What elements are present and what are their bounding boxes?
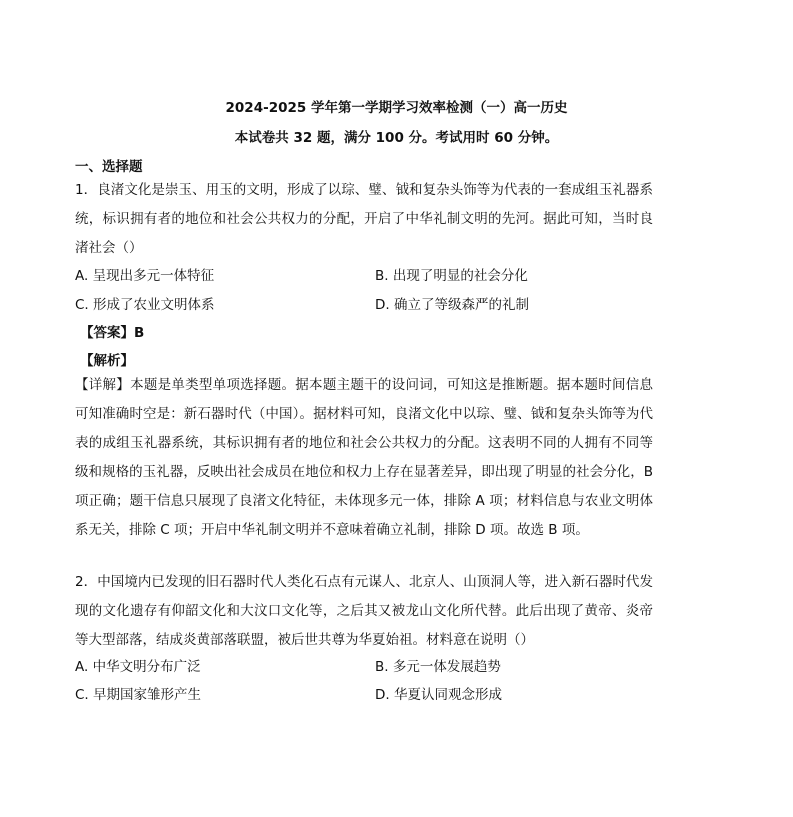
question-2-option-a: A. 中华文明分布广泛 bbox=[75, 659, 201, 675]
question-1-option-d: D. 确立了等级森严的礼制 bbox=[375, 297, 529, 313]
section-title: 一、选择题 bbox=[75, 159, 143, 175]
question-2-option-b: B. 多元一体发展趋势 bbox=[375, 659, 501, 675]
answer-label: 【答案】B bbox=[80, 325, 145, 341]
question-1-stem: 1．良渚文化是崇玉、用玉的文明，形成了以琮、璧、钺和复杂头饰等为代表的一套成组玉礼器系统，标识拥有者的地位和社会公共权力的分配，开启了中华礼制文明的先河。据此可知，当时良渚社会（） bbox=[75, 182, 653, 256]
exam-title: 2024-2025 学年第一学期学习效率检测（一）高一历史 bbox=[225, 100, 568, 116]
exam-subtitle: 本试卷共 32 题，满分 100 分。考试用时 60 分钟。 bbox=[234, 130, 559, 146]
question-1-option-b: B. 出现了明显的社会分化 bbox=[375, 268, 528, 284]
question-2-stem: 2．中国境内已发现的旧石器时代人类化石点有元谋人、北京人、山顶洞人等，进入新石器时代发现的文化遗存有仰韶文化和大汶口文化等，之后其又被龙山文化所代替。此后出现了黄帝、炎帝等大型部落，结成炎黄部落联盟，被后世共尊为华夏始祖。材料意在说明（） bbox=[75, 574, 653, 648]
question-1-option-a: A. 呈现出多元一体特征 bbox=[75, 268, 215, 284]
question-2-option-c: C. 早期国家雏形产生 bbox=[75, 687, 202, 703]
question-1-option-c: C. 形成了农业文明体系 bbox=[75, 297, 215, 313]
question-2-option-d: D. 华夏认同观念形成 bbox=[375, 687, 502, 703]
question-1-detail: 【详解】本题是单类型单项选择题。据本题主题干的设问词，可知这是推断题。据本题时间信息可知准确时空是：新石器时代（中国）。据材料可知，良渚文化中以琮、璧、钺和复杂头饰等为代表的成组玉礼器系统，其标识拥有者的地位和社会公共权力的分配。这表明不同的人拥有不同等级和规格的玉礼器，反映出社会成员在地位和权力上存在显著差异，即出现了明显的社会分化，B 项正确；题干信息只展现了良渚文化特征，未体现多元一体，排除 A 项；材料信息与农业文明体系无关，排除 C 项；开启中华礼制文明并不意味着确立礼制，排除 D 项。故选 B 项。 bbox=[75, 377, 653, 538]
analysis-label: 【解析】 bbox=[80, 353, 134, 369]
